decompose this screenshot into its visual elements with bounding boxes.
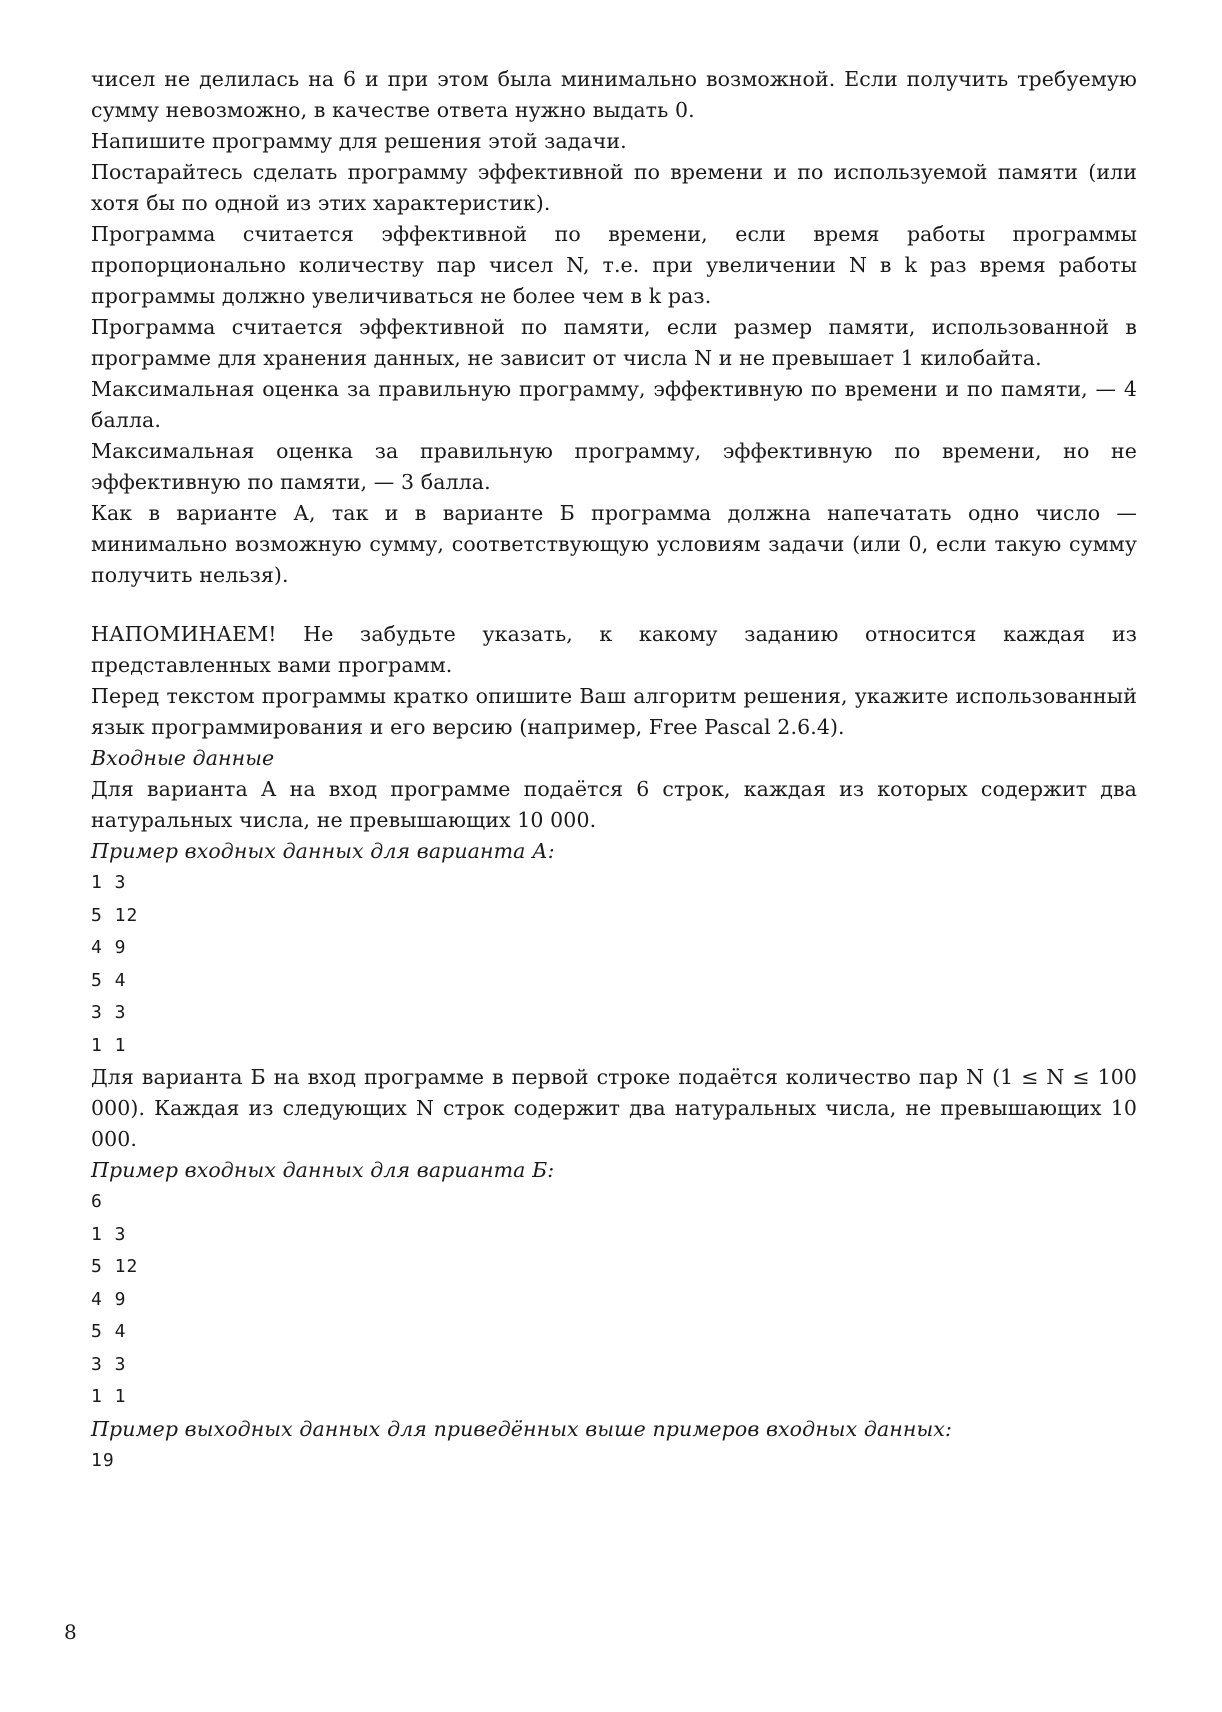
code-line: 4 9 [91, 937, 127, 958]
paragraph-max-score-4: Максимальная оценка за правильную программу, эффективную по времени и по памяти, — 4 балла. [91, 377, 1137, 432]
code-line: 1 1 [91, 1386, 127, 1407]
spacer [91, 591, 1137, 619]
input-heading: Входные данные [91, 746, 275, 770]
output-example-heading: Пример выходных данных для приведённых выше примеров входных данных: [91, 1416, 952, 1441]
code-line: 5 12 [91, 904, 139, 926]
code-line: 5 12 [91, 1256, 139, 1277]
paragraph-output-requirement: Как в варианте А, так и в варианте Б программа должна напечатать одно число — минимально возможную сумму, соответствующую условиям задачи (или 0, если такую сумму получить нельзя). [91, 501, 1137, 587]
code-line: 4 9 [91, 1288, 127, 1310]
paragraph-continuation: чисел не делилась на 6 и при этом была минимально возможной. Если получить требуемую сумму невозможно, в качестве ответа нужно выдать 0. [91, 67, 1137, 122]
reminder-paragraph: НАПОМИНАЕМ! Не забудьте указать, к какому заданию относится каждая из представленных вами программ. [91, 622, 1137, 677]
code-line: 5 4 [91, 1321, 127, 1342]
code-line: 6 [91, 1191, 103, 1212]
paragraph-max-score-3: Максимальная оценка за правильную программу, эффективную по времени, но не эффективную по памяти, — 3 балла. [91, 439, 1137, 494]
page-number: 8 [64, 1620, 77, 1644]
code-line: 1 3 [91, 1223, 127, 1245]
algorithm-note-paragraph: Перед текстом программы кратко опишите Ваш алгоритм решения, укажите использованный язык программирования и его версию (например, Free Pascal 2.6.4). [91, 684, 1137, 739]
variant-b-example-block [91, 1186, 1137, 1414]
variant-b-description: Для варианта Б на вход программе в первой строке подаётся количество пар N (1 ≤ N ≤ 100 000). Каждая из следующих N строк содержит два натуральных числа, не превышающих 10 000. [91, 1065, 1137, 1151]
variant-a-description: Для варианта А на вход программе подаётся 6 строк, каждая из которых содержит два натуральных числа, не превышающих 10 000. [91, 777, 1137, 832]
variant-b-example-heading: Пример входных данных для варианта Б: [91, 1158, 555, 1182]
variant-a-example-block [91, 867, 1137, 1062]
paragraph-efficiency-request: Постарайтесь сделать программу эффективной по времени и по используемой памяти (или хотя бы по одной из этих характеристик). [91, 160, 1137, 215]
code-line: 3 3 [91, 1002, 127, 1023]
paragraph-write-program: Напишите программу для решения этой задачи. [91, 129, 627, 153]
code-line: 3 3 [91, 1353, 127, 1375]
paragraph-memory-efficiency: Программа считается эффективной по памяти, если размер памяти, использованной в программе для хранения данных, не зависит от числа N и не превышает 1 килобайта. [91, 315, 1137, 370]
code-line: 1 3 [91, 872, 127, 893]
output-example-value: 19 [91, 1449, 115, 1471]
variant-a-example-heading: Пример входных данных для варианта А: [91, 839, 555, 863]
text-column [91, 64, 1137, 1477]
code-line: 1 1 [91, 1034, 127, 1056]
paragraph-time-efficiency: Программа считается эффективной по времени, если время работы программы пропорционально количеству пар чисел N, т.е. при увеличении N в k раз время работы программы должно увеличиваться не более чем в k раз. [91, 222, 1137, 308]
code-line: 5 4 [91, 969, 127, 991]
